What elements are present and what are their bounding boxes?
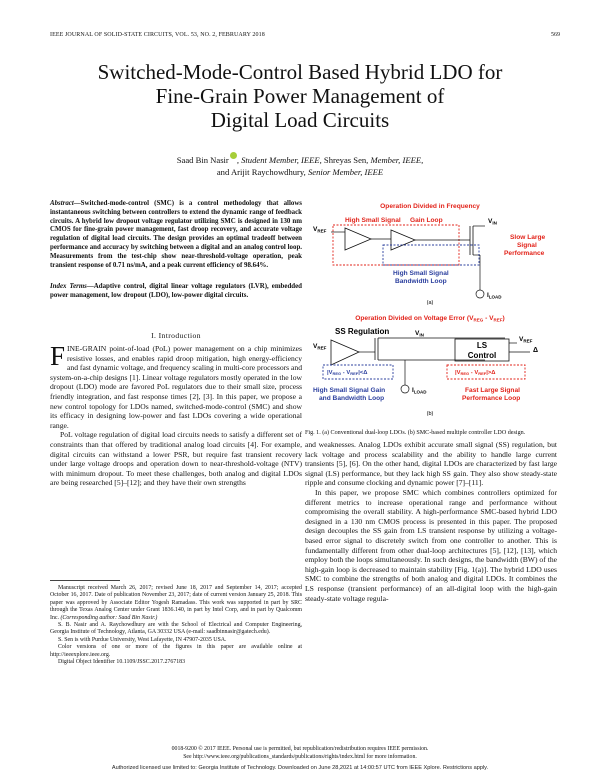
author-name: and Arijit Raychowdhury, [216, 166, 306, 177]
title-line-1: Switched-Mode-Control Based Hybrid LDO for [97, 60, 503, 84]
paragraph: In this paper, we propose SMC which combines controllers optimized for different metrics to increase operational range and performance without compromising the overall stability. A high-performance SMC-based hybrid LDO designed in a 130 nm CMOS process is presented in this paper. The proposed design decouples the SS gain from LS transient response by utilizing a voltage-based error signal to discretely switch from one controller to another. This is fundamentally different from other dual-loop architectures [5], [12], [13], which employ both the loops simultaneously. In such designs, the bandwidth (BW) of the high-gain loop is decreased to maintain stability [Fig. 1(a)]. The hybrid LDO uses SMC to combine the strengths of both analog and digital LDOs. It combines the LS response (transient performance) of an all-digital loop with the high-gain steady-state voltage regula- [305, 487, 557, 603]
fig-b-ss-label: SS Regulation [335, 327, 390, 336]
fig-b-vref: $V_{REF}$ [313, 343, 327, 351]
title-line-2: Fine-Grain Power Management of [155, 84, 445, 108]
fig-b-fast-line1: Fast Large Signal [465, 387, 520, 394]
fig-b-ls-line2: Control [467, 351, 497, 360]
fig-b-fast-line2: Performance Loop [462, 395, 521, 402]
figure-1 [305, 200, 555, 431]
fig-a-bw-line1: High Small Signal [393, 270, 449, 277]
fig-a-gain-label: Gain Loop [410, 217, 443, 224]
fig-b-delta: Δ [533, 347, 539, 354]
fig-a-bw-line2: Bandwidth Loop [395, 278, 447, 285]
fig-b-current-source [401, 385, 409, 393]
title-line-3: Digital Load Circuits [210, 108, 390, 132]
author-role: Senior Member, IEEE [305, 166, 384, 177]
running-header: IEEE JOURNAL OF SOLID-STATE CIRCUITS, VOL. 53, NO. 2, FEBRUARY 2018 [50, 32, 265, 38]
footnote: Color versions of one or more of the figures in this paper are available online at http://ieeexplore.ieee.org. [50, 644, 302, 658]
copyright-notice: 0018-9200 © 2017 IEEE. Personal use is permitted, but republication/redistribution requires IEEE permission. See http://www.ieee.org/publications_standards/publications/rights/index.html for more information. [171, 746, 429, 760]
page-number: 569 [551, 32, 560, 38]
paragraph: and weaknesses. Analog LDOs exhibit accurate small signal (SS) regulation, but lack voltage and process scalability and the ability to handle large current transients [5], [6]. On the other hand, digital LDOs are characterized by fast large signal (LS) performance, but they lack high SS gain. They also show steady-state ripple and consume clocking and dynamic power [7]–[11]. [305, 440, 557, 488]
fig-a-slow-line2: Signal [517, 242, 537, 249]
fig-b-label: (b) [426, 411, 434, 417]
fig-a-opamp-2 [391, 230, 415, 250]
fig-a-slow-line1: Slow Large [510, 234, 546, 241]
fig-a-label: (a) [426, 300, 434, 306]
introduction-body [50, 341, 302, 488]
figure-1-diagram [305, 200, 555, 426]
fig-b-iload: $I_{LOAD}$ [412, 387, 427, 395]
paragraph: FINE-GRAIN point-of-load (PoL) power management on a chip minimizes resistive losses, and enables rapid droop mitigation, high energy-efficiency and fast dynamic voltage, and frequency scaling in multi-core processors and system-on-a-chip designs [1]. Linear voltage regulators mostly operated in the low dropout (LDO) mode are favored PoL regulators due to their small size, process friendly integration, and fast response times [2], [3]. In this paper, we propose a new control topology for LDOs named, switched-mode-control (SMC) and show its efficacy in designing low-power and fast LDOs covering a wide operational range. [50, 341, 302, 430]
paragraph: PoL voltage regulation of digital load circuits needs to satisfy a different set of constraints than that offered by traditional analog load circuits [4]. For example, digital circuits can withstand a lower PSR, but require fast transient recovery under large voltage droops and operation down to near-threshold-voltage (NTV) with minimum dropout. To meet these challenges, both analog and digital LDOs are being researched [5]–[12]; and they have their own strengths [50, 430, 302, 488]
fig-b-title: Operation Divided on Voltage Error $(V_{REG} - V_{REF})$ [355, 315, 505, 323]
index-terms-text: —Adaptive control, digital linear voltage regulators (LVR), embedded power management, low dropout (LDO), low-power digital circuits. [50, 283, 303, 299]
fig-b-ls-line1: LS [476, 341, 488, 350]
author-list [60, 152, 540, 178]
fig-b-hss-line1: High Small Signal Gain [313, 387, 386, 394]
author-name: Shreyas Sen, [321, 154, 369, 165]
footnote-divider [50, 580, 120, 581]
abstract [50, 200, 302, 270]
section-heading: I. Introduction [151, 331, 201, 340]
index-terms-label: Index Terms [50, 283, 87, 290]
fig-a-current-source [476, 290, 484, 298]
index-terms [50, 283, 302, 301]
fig-b-cond-1: $|V_{REG} - V_{REF}|<\Delta$ [327, 370, 368, 377]
fig-a-vin: $V_{IN}$ [488, 218, 497, 226]
drop-cap: F [50, 341, 66, 371]
footnote: Digital Object Identifier 10.1109/JSSC.2017.2767183 [58, 659, 186, 666]
fig-b-vin: $V_{IN}$ [415, 330, 424, 338]
fig-a-hss-label: High Small Signal [345, 217, 401, 224]
author-role: Member, IEEE, [368, 154, 424, 165]
footnote: S. Sen is with Purdue University, West Lafayette, IN 47907-2035 USA. [58, 636, 227, 643]
license-notice: Authorized licensed use limited to: Georgia Institute of Technology. Downloaded on June 28,2021 at 14:00:57 UTC from IEEE Xplore. Restrictions apply. [111, 765, 489, 771]
fig-b-hss-line2: and Bandwidth Loop [319, 395, 385, 402]
fig-b-vref-2: $V_{REF}$ [519, 336, 533, 344]
author-name: Saad Bin Nasir [176, 154, 229, 165]
footnote: Manuscript received March 26, 2017; revised June 18, 2017 and September 14, 2017; accepted October 16, 2017. Date of publication November 23, 2017; date of current version January 25, 2018. This paper was approved by Associate Editor Yogesh Ramadass. This work was supported in part by SRC through the Texas Analog Center under Grant 1836.140, in part by Intel Corp, and in part by Qualcomm Inc. (Corresponding author: Saad Bin Nasir.) [50, 585, 302, 621]
fig-b-opamp [331, 340, 359, 365]
abstract-label: Abstract [50, 200, 74, 207]
figure-caption: Fig. 1. (a) Conventional dual-loop LDOs. (b) SMC-based multiple controller LDO design. [305, 430, 526, 436]
paper-title [40, 60, 560, 132]
fig-a-iload: $I_{LOAD}$ [487, 292, 502, 300]
fig-b-cond-2: $|V_{REG} - V_{REF}|>\Delta$ [455, 370, 496, 377]
fig-a-title: Operation Divided in Frequency [380, 203, 480, 210]
orcid-icon[interactable] [230, 152, 237, 159]
fig-a-opamp-1 [345, 228, 371, 250]
abstract-text: —Switched-mode-control (SMC) is a control methodology that allows instantaneous switching between controllers to extend the dynamic range of feedback circuits. A hybrid low dropout voltage regulator utilizing SMC is designed in 130 nm CMOS for fine-grain power management, fast droop recovery, and accurate voltage regulation of digital load circuits. The design provides an optimal tradeoff between performance and accuracy by switching between a digital and an analog control loop. Measurements from the test-chip show near-threshold-voltage operation, peak transient response of 0.71 ns/mA, and a peak current efficiency of 98.64%. [50, 200, 302, 269]
author-role: , Student Member, IEEE, [236, 154, 322, 165]
fig-a-vref: $V_{REF}$ [313, 226, 327, 234]
right-column-body [305, 440, 557, 603]
fig-a-bandwidth-loop [383, 245, 479, 265]
footnote: S. B. Nasir and A. Raychowdhury are with the School of Electrical and Computer Engineering, Georgia Institute of Technology, Atlanta, GA 30332 USA (e-mail: saadbinnasir@gatech.edu). [50, 622, 302, 636]
footnotes [50, 585, 302, 666]
fig-a-slow-line3: Performance [504, 250, 545, 257]
